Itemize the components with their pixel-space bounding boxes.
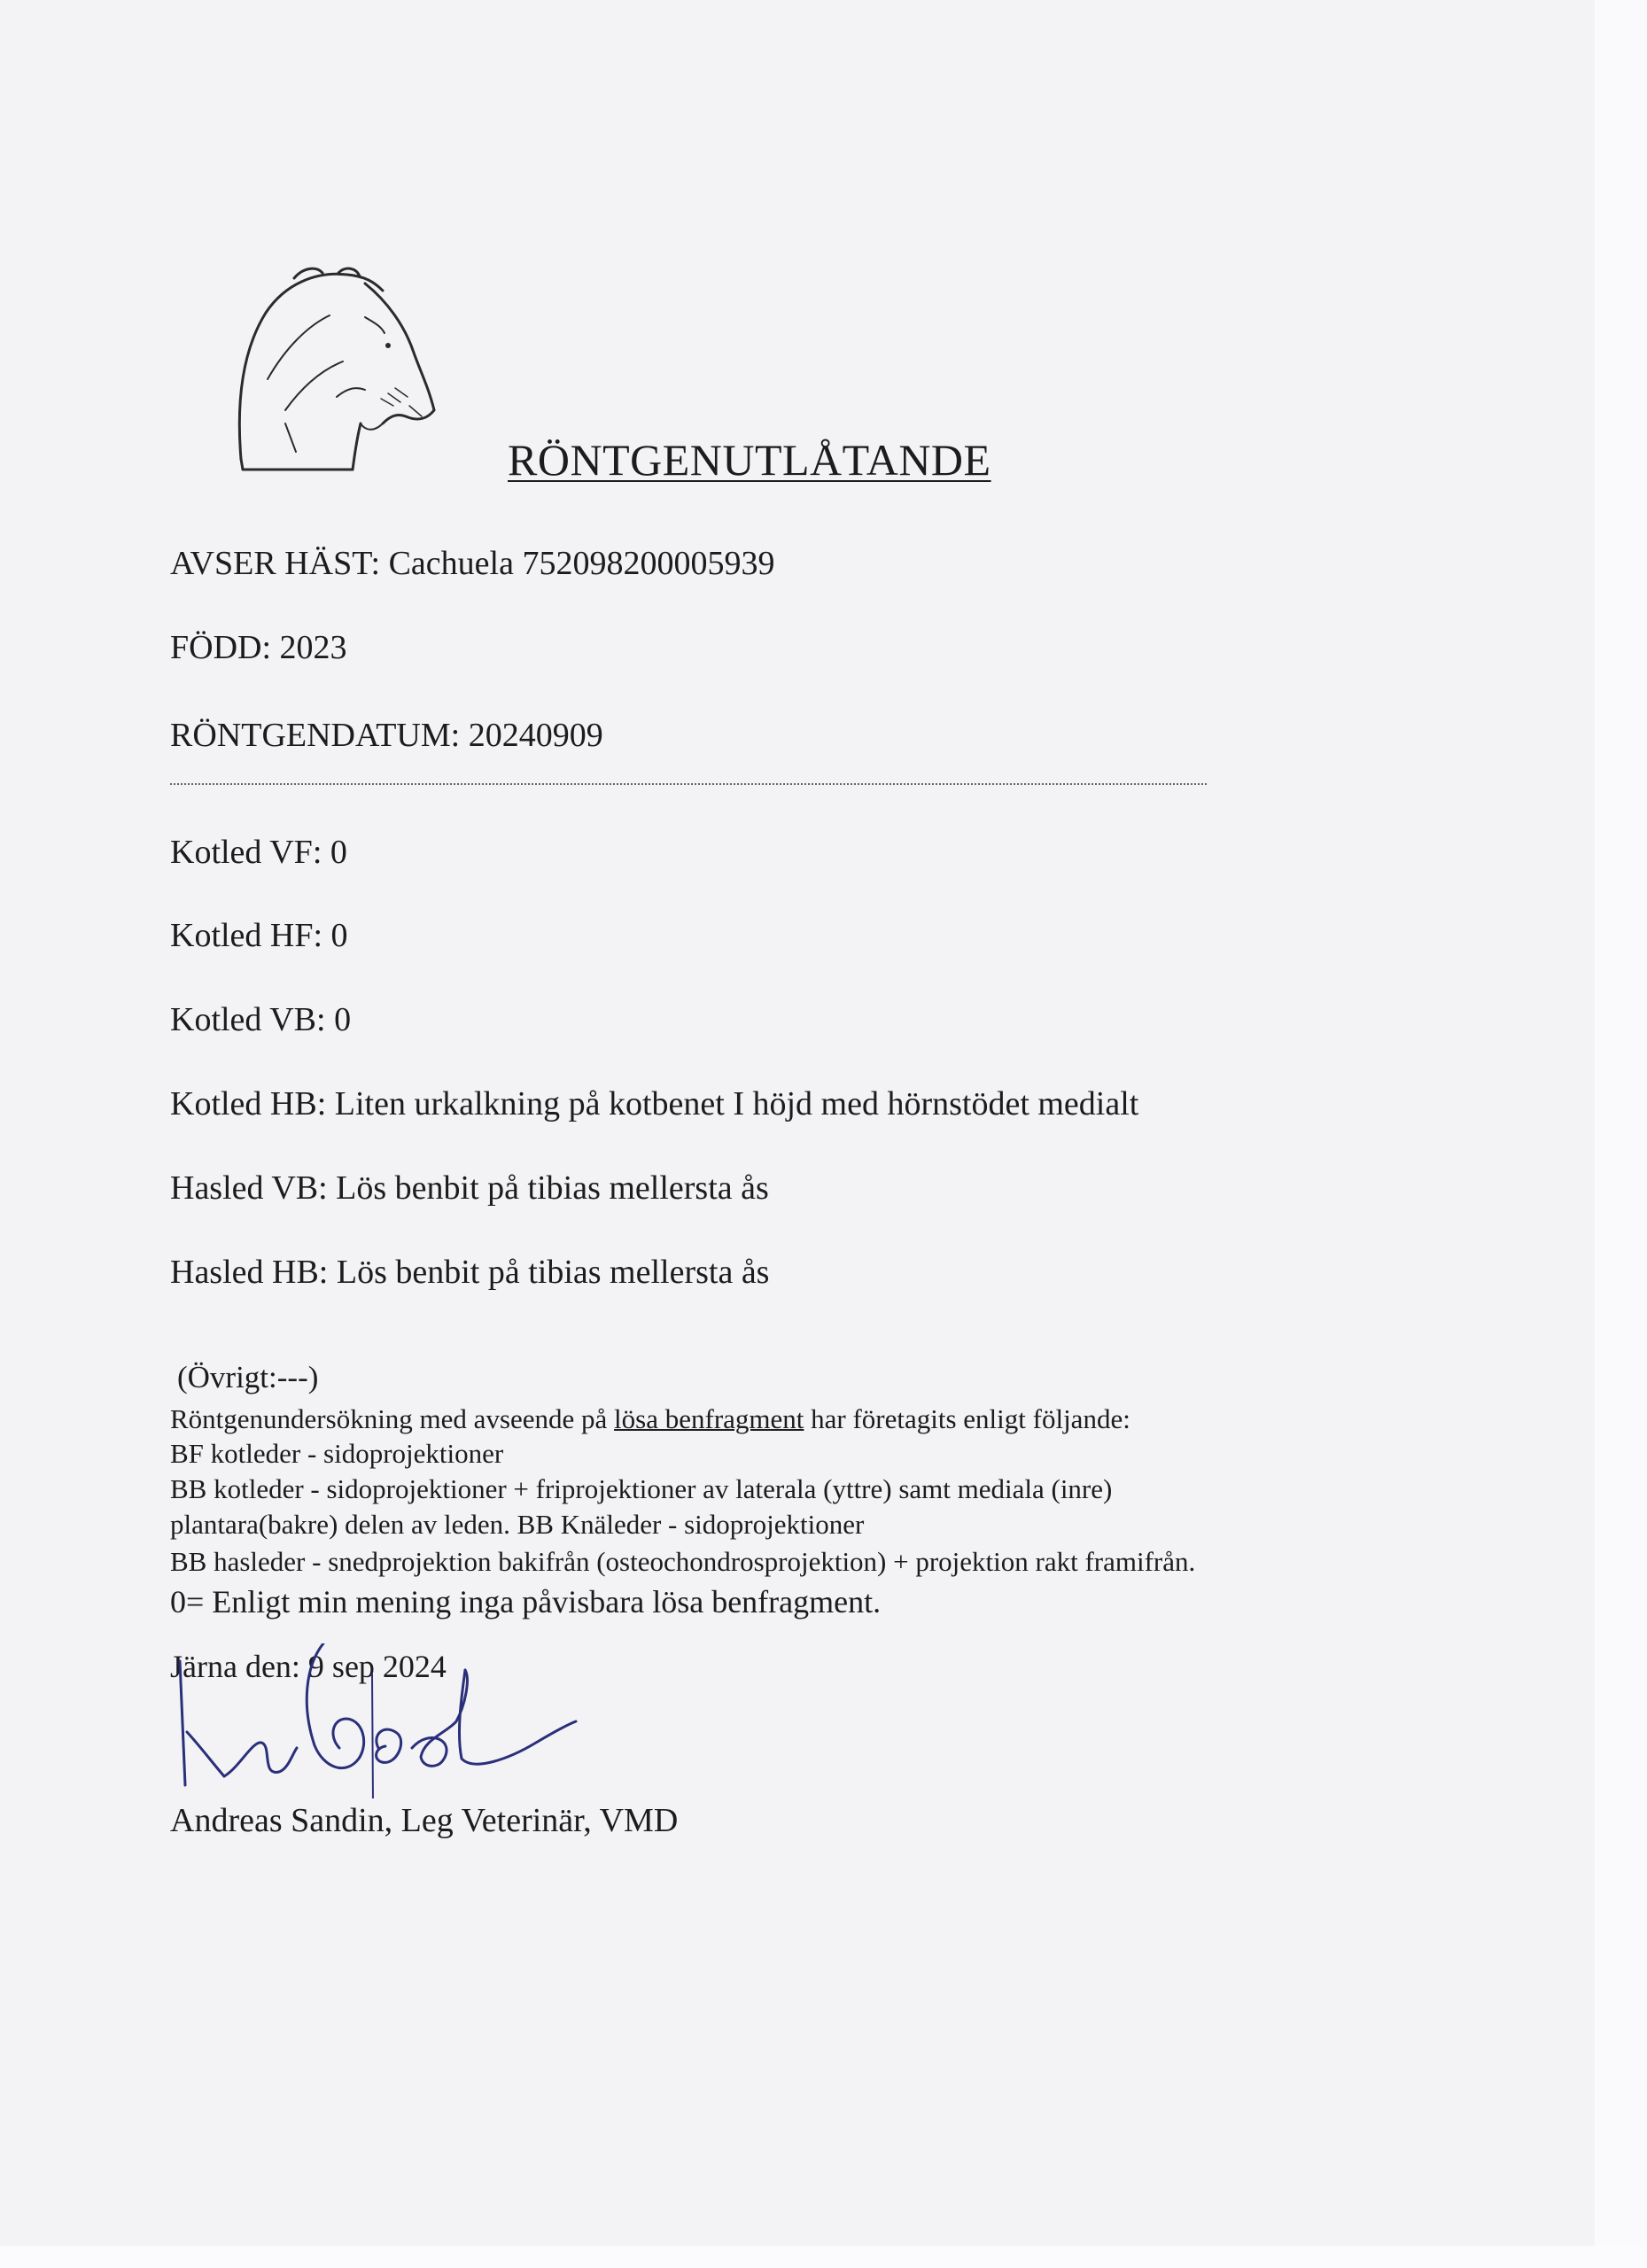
born-field: FÖDD: 2023 xyxy=(170,629,347,666)
finding-kotled-vb: Kotled VB: 0 xyxy=(170,1001,352,1038)
finding-kotled-hb: Kotled HB: Liten urkalkning på kotbenet I höjd med hörnstödet medialt xyxy=(170,1085,1139,1122)
finding-kotled-vf: Kotled VF: 0 xyxy=(170,834,347,871)
other-note: (Övrigt:---) xyxy=(177,1360,319,1394)
scan-margin-bottom xyxy=(0,2246,1647,2268)
method-intro-text: Röntgenundersökning med avseende på xyxy=(170,1403,615,1434)
finding-hasled-vb: Hasled VB: Lös benbit på tibias mellersta ås xyxy=(170,1169,769,1207)
document-title: RÖNTGENUTLÅTANDE xyxy=(508,435,991,485)
legend-text: 0= Enligt min mening inga påvisbara lösa benfragment. xyxy=(170,1584,882,1619)
dotted-separator xyxy=(170,783,1207,785)
method-line-1: BF kotleder - sidoprojektioner xyxy=(170,1438,504,1469)
signer-name: Andreas Sandin, Leg Veterinär, VMD xyxy=(170,1802,679,1839)
finding-kotled-hf: Kotled HF: 0 xyxy=(170,917,348,954)
method-intro xyxy=(170,1403,1130,1435)
method-line-2: BB kotleder - sidoprojektioner + friprojektioner av laterala (yttre) samt mediala (inre) xyxy=(170,1473,1113,1504)
place-date: Järna den: 9 sep 2024 xyxy=(170,1649,447,1684)
finding-hasled-hb: Hasled HB: Lös benbit på tibias mellersta ås xyxy=(170,1254,770,1291)
horse-field: AVSER HÄST: Cachuela 752098200005939 xyxy=(170,545,775,582)
method-line-4: BB hasleder - snedprojektion bakifrån (osteochondrosprojektion) + projektion rakt framifrån. xyxy=(170,1546,1196,1577)
scan-margin-right xyxy=(1595,0,1647,2268)
method-line-3: plantara(bakre) delen av leden. BB Knäleder - sidoprojektioner xyxy=(170,1509,865,1540)
method-intro-underlined: lösa benfragment xyxy=(614,1403,804,1434)
method-intro-end: har företagits enligt följande: xyxy=(804,1403,1130,1434)
signature-image xyxy=(173,1643,589,1798)
xray-date-field: RÖNTGENDATUM: 20240909 xyxy=(170,717,603,754)
horse-head-logo-icon xyxy=(232,264,438,475)
